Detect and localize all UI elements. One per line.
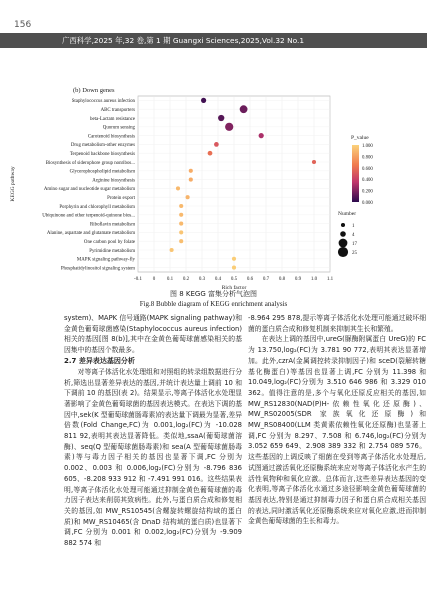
right-paragraph-2: 在表达上调的基因中,ureG(脲酶附属蛋白 UreG)的 FC 为 13.750,log₂(FC)为 3.781 90 772,表明其表达显著增加。此外,czrA(金属调控转录抑制因子)和 sceD(裂解转糖基化酶蛋白)等基因也显著上调,FC 分别为 11.398 和 10.049,log₂(FC)分别为 3.510 646 986 和 3.329 010 362。值得注意的是,多个与氧化还原反应相关的基因,如 MW_RS12830(NAD(P)H-依赖性氧化还原酶)、MW_RS02005(SDR 家族氧化还原酶)和 MW_RS08400(LLM 类黄素依赖性氧化还原酶)也显著上调,FC 分别为 8.297、7.508 和 6.746,log₂(FC)分别为 3.052 659 649、2.908 389 332 和 2.754 089 576。这些基因的上调反映了细菌在受到等离子体活化水处理后,试图通过激活氧化还原酶系统来应对等离子体活化水产生的活性氧物种和氧化应激。总体而言,这些差异表达基因的变化表明,等离子体活化水通过多途径影响金黄色葡萄球菌的基因表达,特别是通过抑制毒力因子和蛋白质合成相关基因的表达,同时激活氧化还原酶系统来应对氧化应激,进而抑制金黄色葡萄球菌的生长和毒力。 xyxy=(248,335,426,526)
x-tick-label: -0.1 xyxy=(134,277,142,282)
pathway-label: Glycerophospholipid metabolism xyxy=(69,169,135,175)
colorbar-tick-label: 0.200 xyxy=(362,189,373,195)
pathway-label: Arginine biosynthesis xyxy=(92,178,135,184)
bubble-point xyxy=(201,98,206,103)
colorbar-title: P_value xyxy=(351,135,369,141)
x-axis-label: Rich factor xyxy=(221,285,247,290)
bubble-point xyxy=(218,115,224,121)
running-header-text: 广西科学,2025 年,32 卷,第 1 期 Guangxi Sciences,2025,Vol.32 No.1 xyxy=(62,36,305,45)
pathway-label: Drug metabolism-other enzymes xyxy=(70,143,135,149)
pathway-label: Carotenoid biosynthesis xyxy=(87,134,135,140)
pathway-label: Alanine, aspartate and glutamate metabolism xyxy=(46,231,135,237)
x-tick-label: 0.1 xyxy=(166,277,174,282)
size-legend-label: 17 xyxy=(352,242,357,247)
size-legend-dot xyxy=(339,239,348,248)
pathway-label: Biosynthesis of siderophore group nonribos... xyxy=(45,160,135,166)
bubble-point xyxy=(176,186,180,190)
size-legend-label: 1 xyxy=(352,224,355,229)
pathway-label: Ubiquinone and other terpenoid-quinone bios... xyxy=(42,213,135,219)
size-legend-title: Number xyxy=(338,211,357,217)
colorbar-tick-label: 1.000 xyxy=(362,144,373,149)
pathway-label: Riboflavin metabolism xyxy=(90,222,135,228)
bubble-point xyxy=(214,142,219,147)
left-paragraph-1: system)、MAPK 信号通路(MAPK signaling pathway)和金黄色葡萄球菌感染(Staphylococcus aureus infection)相关的基因[图 8(b)],其中在金黄色葡萄球菌感染相关的基因集中的基因个数最多。 xyxy=(64,314,242,355)
pathway-label: beta-Lactam resistance xyxy=(90,116,135,122)
colorbar-tick-label: 0.400 xyxy=(362,178,373,184)
bubble-point xyxy=(232,257,236,261)
x-tick-label: 0.7 xyxy=(262,277,270,282)
bubble-point xyxy=(259,133,264,138)
x-tick-label: 0.5 xyxy=(230,277,238,282)
right-text-column xyxy=(248,313,426,527)
x-tick-label: 0.8 xyxy=(278,277,286,282)
bubble-point xyxy=(179,239,183,243)
kegg-bubble-chart xyxy=(0,50,427,290)
bubble-point xyxy=(179,230,183,234)
pathway-label: Amino sugar and nucleotide sugar metabolism xyxy=(43,187,135,193)
size-legend-label: 25 xyxy=(352,251,357,256)
bubble-point xyxy=(232,266,236,270)
pathway-label: Quorum sensing xyxy=(102,125,135,131)
pathway-label: Terpenoid backbone biosynthesis xyxy=(69,152,135,157)
section-heading: 2.7 差异表达基因分析 xyxy=(64,356,135,365)
colorbar-tick-label: 0.600 xyxy=(362,166,373,172)
bubble-point xyxy=(312,160,316,164)
y-axis-label: KEGG pathway xyxy=(10,166,16,202)
pathway-label: MAPK signaling pathway-fly xyxy=(76,257,135,263)
bubble-point xyxy=(189,178,193,182)
left-text-column xyxy=(64,313,242,549)
bubble-point xyxy=(186,195,190,199)
pathway-label: One carbon pool by folate xyxy=(83,240,135,245)
running-header-bar xyxy=(0,33,427,48)
left-paragraph-2: 对等离子体活化水处理组和对照组的转录组数据进行分析,筛选出显著差异表达的基因,并统计表达量上调前 10 和下调前 10 的基因(表 2)。结果显示,等离子体活化水处理显著影响了金黄色葡萄球菌的基因表达模式。在表达下调的基因中,sek(K 型葡萄球菌肠毒素)的表达量下调最为显著,差异倍数(Fold Change,FC)为 0.001,log₂(FC)为 -10.028 811 92,表明其表达显著降低。类似地,ssaA(葡萄球菌溶酶)、seq(Q 型葡萄球菌肠毒素)和 sea(A 型葡萄球菌肠毒素)等与毒力因子相关的基因也显著下调,FC 分别为 0.002、0.003 和 0.006,log₂(FC)分别为 -8.796 836 605、-8.208 933 912 和 -7.491 991 016。这些结果表明,等离子体活化水处理可能通过抑制金黄色葡萄球菌的毒力因子表达来削弱其致病性。此外,与蛋白质合成和修复相关的基因,如 MW_RS10545(含螺旋转螺旋结构域的蛋白质)和 MW_RS10465(含 DnaD 结构域的蛋白质)也显著下调,FC 分别为 0.001 和 0.002,log₂(FC)分别为 -9.909 882 574 和 xyxy=(64,367,242,548)
x-tick-label: 0.9 xyxy=(294,277,302,282)
x-tick-label: 1.0 xyxy=(310,277,318,282)
colorbar xyxy=(352,145,359,202)
page-number: 156 xyxy=(14,20,32,30)
size-legend-dot xyxy=(340,231,346,237)
figure-caption-en: Fig.8 Bubble diagram of KEGG enrichment analysis xyxy=(139,300,288,308)
x-tick-label: 1.1 xyxy=(326,277,334,282)
size-legend-label: 4 xyxy=(352,233,355,238)
bubble-point xyxy=(189,169,193,173)
size-legend-dot xyxy=(338,247,348,257)
colorbar-tick-label: 0.800 xyxy=(362,155,373,161)
x-tick-label: 0.2 xyxy=(182,277,190,282)
x-tick-label: 0.6 xyxy=(246,277,254,282)
pathway-label: Protein export xyxy=(107,196,135,201)
pathway-label: Staphylococcus aureus infection xyxy=(71,99,135,105)
figure-caption-cn: 图 8 KEGG 富集分析气泡图 xyxy=(170,290,257,298)
bubble-point xyxy=(179,213,183,217)
bubble-point xyxy=(179,222,183,226)
pathway-label: Porphyrin and chlorophyll metabolism xyxy=(59,204,135,210)
x-tick-label: 0 xyxy=(152,277,156,282)
x-tick-label: 0.4 xyxy=(214,277,222,282)
x-tick-label: 0.3 xyxy=(198,277,206,282)
pathway-label: ABC transporters xyxy=(100,108,135,113)
bubble-point xyxy=(225,123,233,131)
bubble-point xyxy=(208,151,213,156)
panel-label: (b) Down genes xyxy=(73,87,115,94)
bubble-point xyxy=(240,105,248,113)
bubble-point xyxy=(170,248,174,252)
size-legend-dot xyxy=(341,223,345,227)
colorbar-tick-label: 0.000 xyxy=(362,201,373,206)
bubble-point xyxy=(179,204,183,208)
pathway-label: Pyrimidine metabolism xyxy=(89,248,135,254)
pathway-label: Phosphatidylinositol signaling system xyxy=(60,266,135,272)
right-paragraph-1: -8.964 295 878,提示等离子体活化水处理可能通过破坏细菌的蛋白质合成和修复机制来抑制其生长和繁殖。 xyxy=(248,314,426,333)
